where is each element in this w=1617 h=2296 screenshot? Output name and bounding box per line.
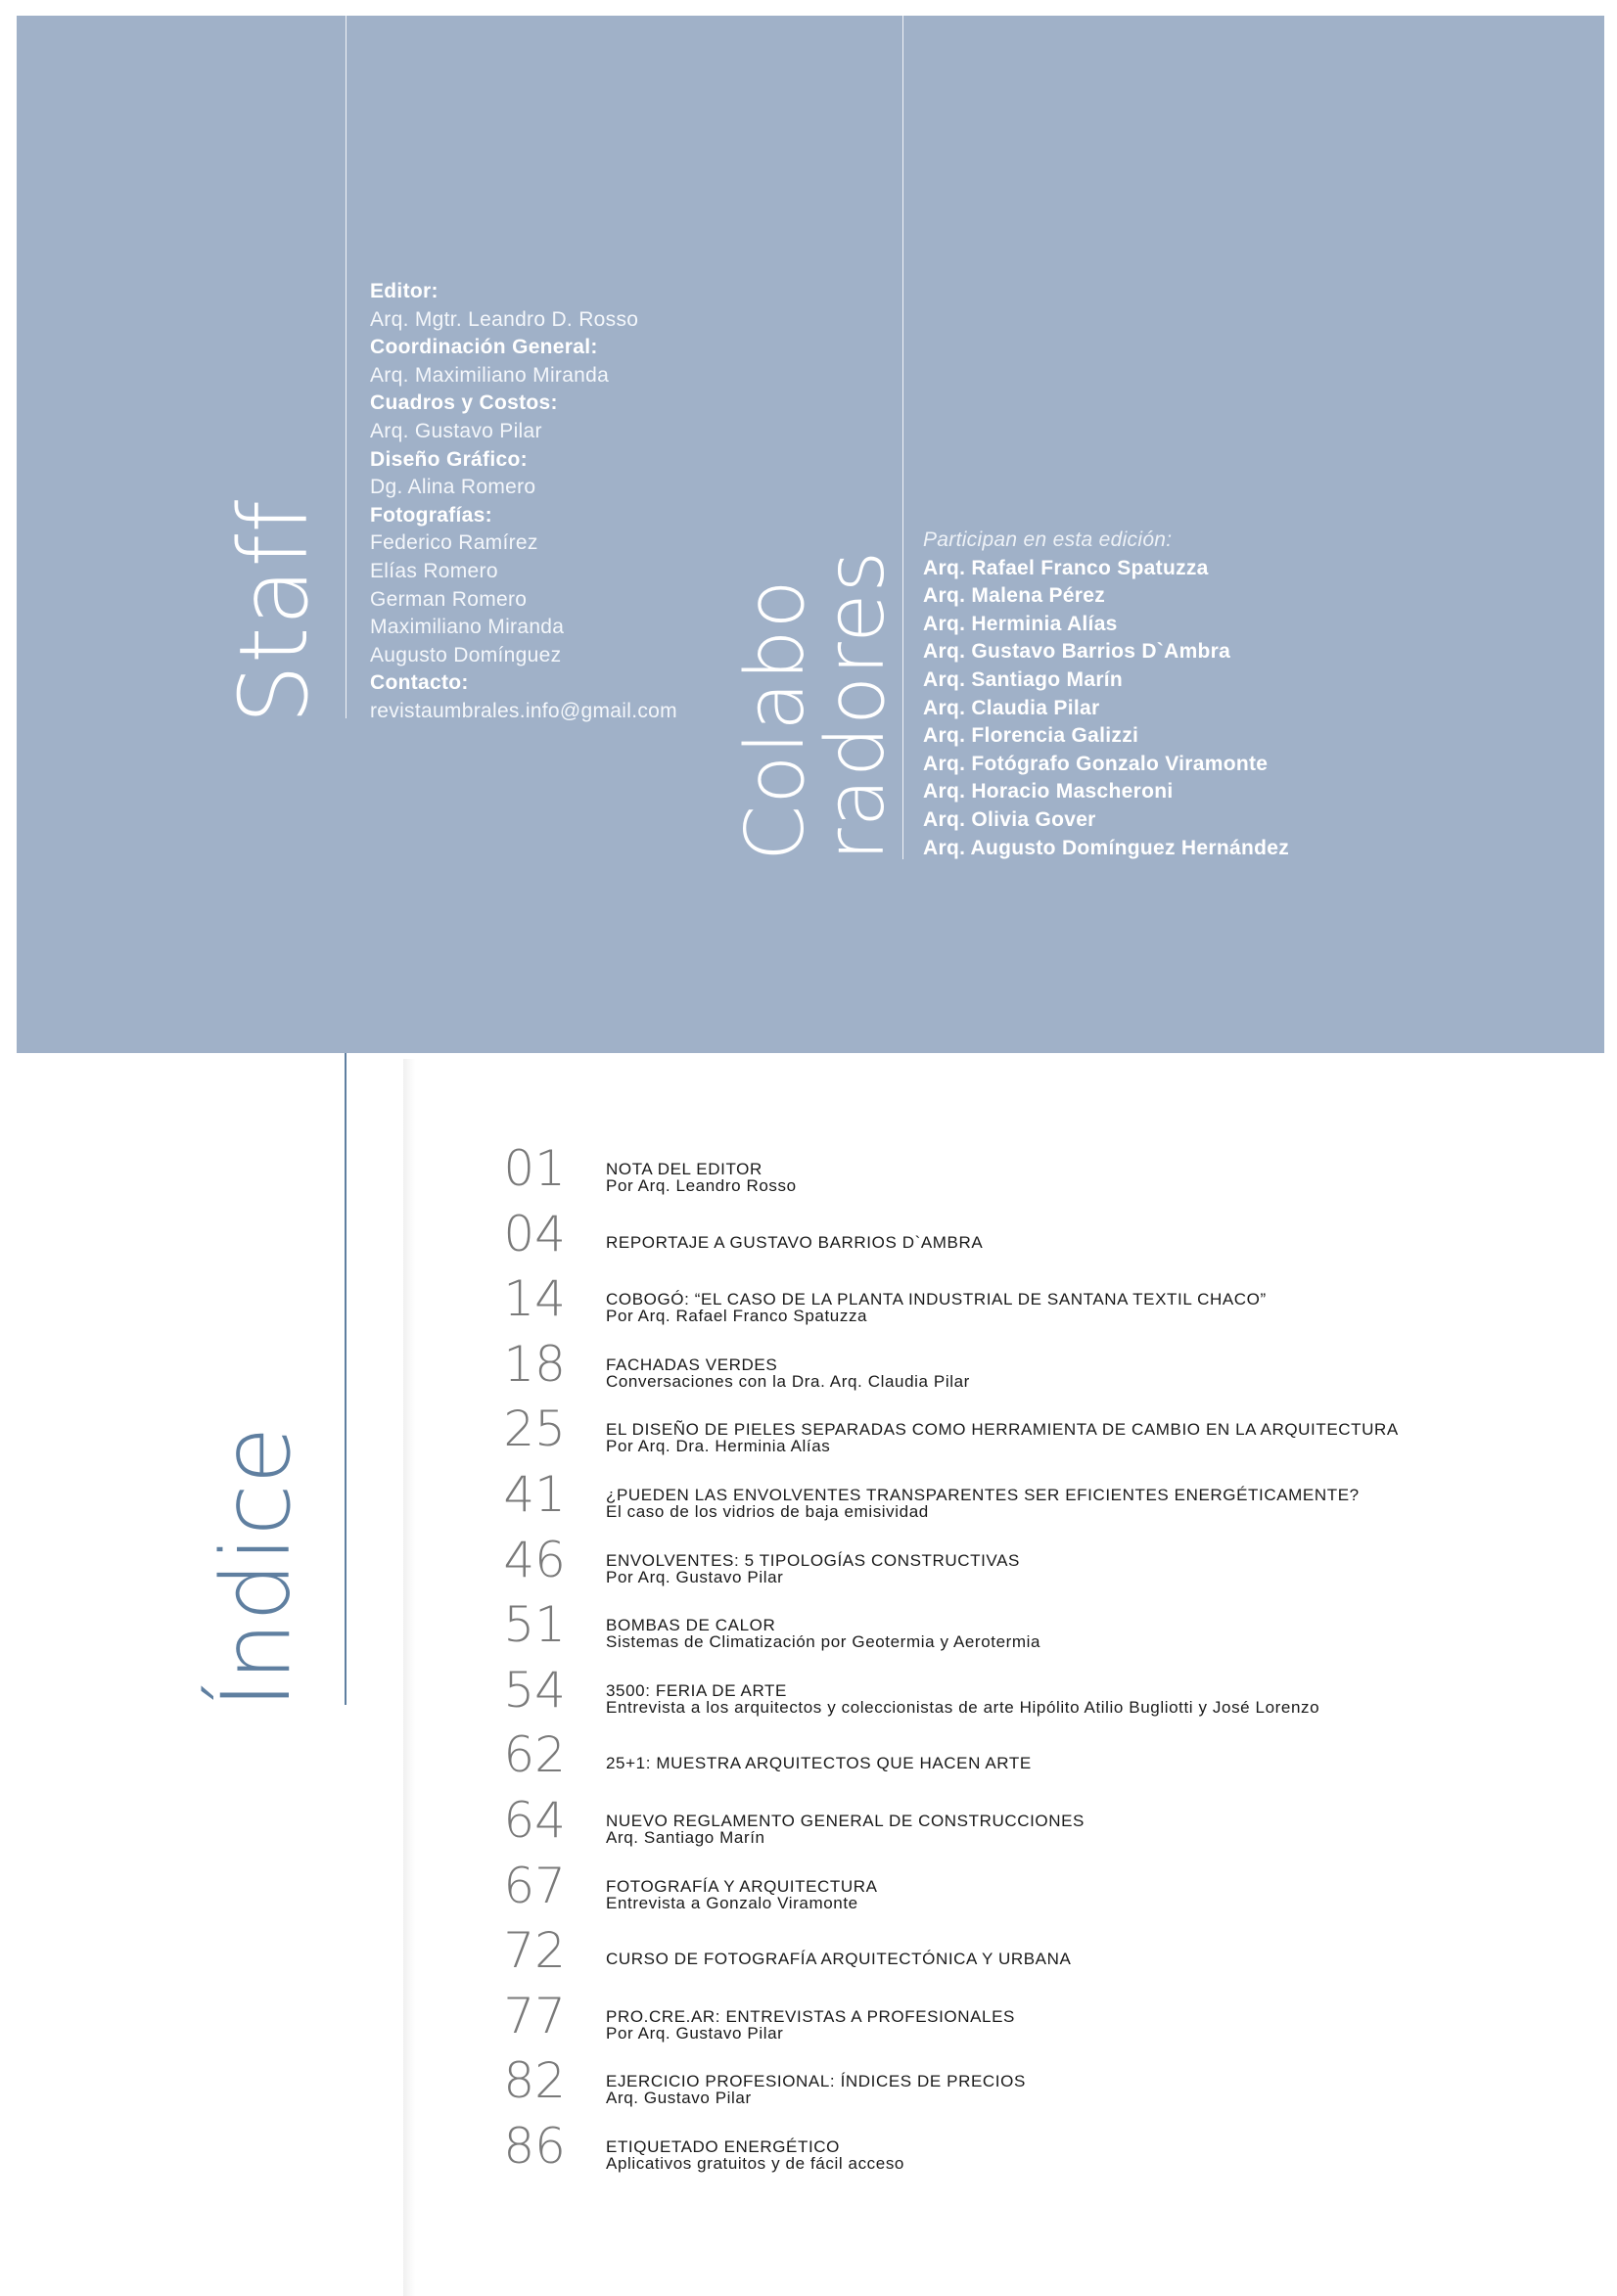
toc-page-number: 54 <box>503 1661 566 1719</box>
toc-page-number: 82 <box>503 2052 566 2110</box>
staff-label: Contacto: <box>370 671 469 695</box>
staff-label: Coordinación General: <box>370 336 598 359</box>
toc-item <box>0 1792 1617 1875</box>
toc-page-number: 64 <box>503 1792 566 1849</box>
toc-page-number: 04 <box>503 1205 566 1263</box>
toc-item-title: 25+1: MUESTRA ARQUITECTOS QUE HACEN ARTE <box>606 1754 1032 1773</box>
staff-label: Editor: <box>370 280 439 302</box>
staff-value: Arq. Maximiliano Miranda <box>370 363 610 387</box>
toc-item-title: PRO.CRE.AR: ENTREVISTAS A PROFESIONALES <box>606 2006 1015 2026</box>
toc-item-subtitle: Por Arq. Gustavo Pilar <box>606 2023 784 2043</box>
toc-item <box>0 1857 1617 1941</box>
staff-value: Augusto Domínguez <box>370 643 562 666</box>
toc-item <box>0 1270 1617 1354</box>
colaborador-name: Arq. Florencia Galizzi <box>923 724 1139 748</box>
toc-item <box>0 1335 1617 1419</box>
toc-item <box>0 1205 1617 1289</box>
index-title: Índice <box>202 1426 311 1709</box>
colaboradores-divider-line <box>902 16 903 859</box>
toc-page-number: 86 <box>503 2118 566 2175</box>
toc-item <box>0 1466 1617 1549</box>
colaborador-name: Arq. Rafael Franco Spatuzza <box>923 556 1209 579</box>
toc-item-title: ¿PUEDEN LAS ENVOLVENTES TRANSPARENTES SER EFICIENTES ENERGÉTICAMENTE? <box>606 1486 1360 1504</box>
staff-title: Staff <box>219 499 329 724</box>
staff-value: German Romero <box>370 587 528 611</box>
toc-item-title: EJERCICIO PROFESIONAL: ÍNDICES DE PRECIOS <box>606 2072 1026 2091</box>
toc-item-title: NOTA DEL EDITOR <box>606 1160 762 1178</box>
toc-item-subtitle: Por Arq. Gustavo Pilar <box>606 1567 784 1586</box>
staff-value: Arq. Gustavo Pilar <box>370 419 542 442</box>
toc-item <box>0 1140 1617 1223</box>
staff-value: Dg. Alina Romero <box>370 476 536 499</box>
toc-page-number: 62 <box>503 1726 566 1784</box>
colaborador-name: Arq. Malena Pérez <box>923 584 1105 608</box>
colaborador-name: Arq. Gustavo Barrios D`Ambra <box>923 640 1231 664</box>
toc-page-number: 46 <box>503 1531 566 1588</box>
toc-item <box>0 1401 1617 1484</box>
toc-item-title: REPORTAJE A GUSTAVO BARRIOS D`AMBRA <box>606 1232 984 1252</box>
toc-item-title: BOMBAS DE CALOR <box>606 1616 776 1635</box>
staff-label: Diseño Gráfico: <box>370 447 528 471</box>
toc-item-title: FACHADAS VERDES <box>606 1355 778 1374</box>
colaboradores-title-line2: radores <box>809 549 902 861</box>
toc-page-number: 77 <box>503 1987 566 2044</box>
colaborador-name: Arq. Olivia Gover <box>923 807 1096 831</box>
toc-item <box>0 1922 1617 2005</box>
toc-item-subtitle: El caso de los vidrios de baja emisividad <box>606 1502 929 1521</box>
toc-item <box>0 1596 1617 1679</box>
colaborador-name: Arq. Herminia Alías <box>923 612 1118 635</box>
toc-page-number: 25 <box>503 1401 566 1458</box>
toc-item-title: ENVOLVENTES: 5 TIPOLOGÍAS CONSTRUCTIVAS <box>606 1550 1020 1570</box>
toc-item-subtitle: Por Arq. Dra. Herminia Alías <box>606 1437 831 1456</box>
toc-item <box>0 1726 1617 1810</box>
staff-list <box>370 278 677 726</box>
colaboradores-title-line1: Colabo <box>729 578 822 861</box>
staff-value: Arq. Mgtr. Leandro D. Rosso <box>370 307 639 331</box>
toc-item <box>0 2052 1617 2135</box>
colaborador-name: Arq. Santiago Marín <box>923 667 1124 691</box>
colaborador-name: Arq. Claudia Pilar <box>923 696 1100 719</box>
toc-item-title: NUEVO REGLAMENTO GENERAL DE CONSTRUCCIONES <box>606 1812 1085 1830</box>
staff-value: Elías Romero <box>370 559 498 582</box>
toc-item-title: COBOGÓ: “EL CASO DE LA PLANTA INDUSTRIAL DE SANTANA TEXTIL CHACO” <box>606 1290 1267 1309</box>
colaboradores-title <box>729 549 902 861</box>
colaboradores-names <box>923 555 1289 863</box>
toc-item-subtitle: Arq. Santiago Marín <box>606 1828 765 1847</box>
toc-page-number: 14 <box>503 1270 566 1328</box>
staff-value: revistaumbrales.info@gmail.com <box>370 699 677 722</box>
toc-item <box>0 1661 1617 1745</box>
toc-item <box>0 1531 1617 1615</box>
staff-value: Maximiliano Miranda <box>370 616 565 639</box>
colaborador-name: Arq. Augusto Domínguez Hernández <box>923 836 1289 859</box>
colaborador-name: Arq. Horacio Mascheroni <box>923 780 1174 804</box>
colaboradores-intro: Participan en esta edición: <box>923 528 1173 551</box>
colaboradores-list <box>923 527 1289 862</box>
toc-page-number: 67 <box>503 1857 566 1914</box>
toc-item-subtitle: Aplicativos gratuitos y de fácil acceso <box>606 2154 904 2173</box>
toc-page-number: 41 <box>503 1466 566 1523</box>
colaborador-name: Arq. Fotógrafo Gonzalo Viramonte <box>923 752 1269 775</box>
toc-item-title: 3500: FERIA DE ARTE <box>606 1680 787 1700</box>
toc-item-title: CURSO DE FOTOGRAFÍA ARQUITECTÓNICA Y URBANA <box>606 1950 1072 1969</box>
toc-item <box>0 2118 1617 2201</box>
toc-item <box>0 1987 1617 2071</box>
toc-item-subtitle: Por Arq. Leandro Rosso <box>606 1176 797 1195</box>
toc-page-number: 51 <box>503 1596 566 1654</box>
toc-item-title: EL DISEÑO DE PIELES SEPARADAS COMO HERRAMIENTA DE CAMBIO EN LA ARQUITECTURA <box>606 1420 1399 1440</box>
staff-label: Fotografías: <box>370 503 492 527</box>
toc-item-subtitle: Por Arq. Rafael Franco Spatuzza <box>606 1307 868 1326</box>
toc-item-subtitle: Sistemas de Climatización por Geotermia y Aerotermia <box>606 1632 1041 1652</box>
staff-label: Cuadros y Costos: <box>370 391 558 415</box>
toc-item-subtitle: Entrevista a Gonzalo Viramonte <box>606 1893 858 1912</box>
toc-item-title: FOTOGRAFÍA Y ARQUITECTURA <box>606 1876 878 1896</box>
toc-page-number: 18 <box>503 1335 566 1393</box>
toc-item-subtitle: Arq. Gustavo Pilar <box>606 2089 752 2108</box>
toc-item-subtitle: Entrevista a los arquitectos y coleccionistas de arte Hipólito Atilio Bugliotti y José Lorenzo <box>606 1697 1320 1717</box>
toc-page-number: 72 <box>503 1922 566 1980</box>
toc-item-subtitle: Conversaciones con la Dra. Arq. Claudia Pilar <box>606 1371 970 1391</box>
staff-value: Federico Ramírez <box>370 531 538 555</box>
toc-item-title: ETIQUETADO ENERGÉTICO <box>606 2137 840 2156</box>
toc-page-number: 01 <box>503 1140 566 1197</box>
